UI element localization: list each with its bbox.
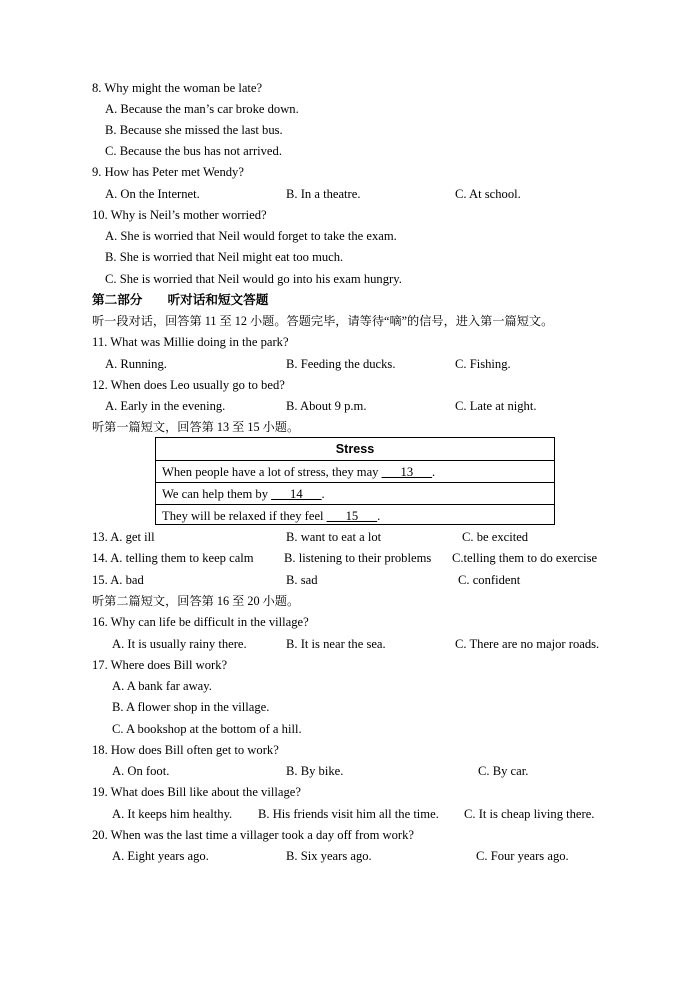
q13-option-b: B. want to eat a lot bbox=[286, 530, 382, 544]
q8-option-c: C. Because the bus has not arrived. bbox=[105, 144, 282, 158]
q9-option-a: A. On the Internet. bbox=[105, 187, 200, 201]
q18-option-b: B. By bike. bbox=[286, 764, 344, 778]
q19-option-b: B. His friends visit him all the time. bbox=[258, 807, 439, 821]
q13-option-a: 13. A. get ill bbox=[92, 530, 155, 544]
table-row-1-cell bbox=[162, 464, 435, 480]
q17-stem: 17. Where does Bill work? bbox=[92, 658, 228, 672]
q11-stem: 11. What was Millie doing in the park? bbox=[92, 335, 289, 349]
q20-option-a: A. Eight years ago. bbox=[112, 849, 209, 863]
q8-stem: 8. Why might the woman be late? bbox=[92, 81, 263, 95]
q9-option-c: C. At school. bbox=[455, 187, 521, 201]
row2-end: . bbox=[321, 487, 325, 501]
blank-15: ___15___ bbox=[326, 509, 378, 523]
q12-option-a: A. Early in the evening. bbox=[105, 399, 226, 413]
q12-stem: 12. When does Leo usually go to bed? bbox=[92, 378, 285, 392]
q14-option-b: B. listening to their problems bbox=[284, 551, 432, 565]
q12-option-c: C. Late at night. bbox=[455, 399, 537, 413]
q18-stem: 18. How does Bill often get to work? bbox=[92, 743, 279, 757]
q20-option-b: B. Six years ago. bbox=[286, 849, 372, 863]
q19-stem: 19. What does Bill like about the village? bbox=[92, 785, 301, 799]
q10-option-b: B. She is worried that Neil might eat too much. bbox=[105, 250, 344, 264]
q19-option-c: C. It is cheap living there. bbox=[464, 807, 595, 821]
q11-option-b: B. Feeding the ducks. bbox=[286, 357, 396, 371]
q19-option-a: A. It keeps him healthy. bbox=[112, 807, 233, 821]
q20-option-c: C. Four years ago. bbox=[476, 849, 569, 863]
table-row bbox=[156, 460, 554, 482]
row3-end: . bbox=[377, 509, 381, 523]
blank-13: ___13___ bbox=[381, 465, 432, 479]
q17-option-b: B. A flower shop in the village. bbox=[112, 700, 270, 714]
q15-option-c: C. confident bbox=[458, 573, 521, 587]
q17-option-c: C. A bookshop at the bottom of a hill. bbox=[112, 722, 302, 736]
q12-option-b: B. About 9 p.m. bbox=[286, 399, 367, 413]
row3-text: They will be relaxed if they feel bbox=[162, 509, 327, 523]
q18-option-c: C. By car. bbox=[478, 764, 529, 778]
q16-option-b: B. It is near the sea. bbox=[286, 637, 386, 651]
q9-option-b: B. In a theatre. bbox=[286, 187, 361, 201]
q17-option-a: A. A bank far away. bbox=[112, 679, 212, 693]
table-row bbox=[156, 482, 554, 504]
instruction-11-12: 听一段对话，回答第 11 至 12 小题。答题完毕，请等待“嘀”的信号，进入第一篇短文。 bbox=[92, 314, 554, 328]
row1-text: When people have a lot of stress, they may bbox=[162, 465, 382, 479]
instruction-16-20: 听第二篇短文，回答第 16 至 20 小题。 bbox=[92, 594, 300, 608]
q16-stem: 16. Why can life be difficult in the village? bbox=[92, 615, 309, 629]
q9-stem: 9. How has Peter met Wendy? bbox=[92, 165, 244, 179]
q15-option-b: B. sad bbox=[286, 573, 318, 587]
table-title: Stress bbox=[335, 442, 375, 456]
part2-heading: 第二部分 听对话和短文答题 bbox=[92, 292, 269, 307]
q18-option-a: A. On foot. bbox=[112, 764, 170, 778]
table-header-row bbox=[156, 438, 554, 460]
q8-option-b: B. Because she missed the last bus. bbox=[105, 123, 283, 137]
table-row bbox=[156, 504, 554, 526]
q16-option-c: C. There are no major roads. bbox=[455, 637, 600, 651]
q8-option-a: A. Because the man’s car broke down. bbox=[105, 102, 299, 116]
row2-text: We can help them by bbox=[162, 487, 272, 501]
q11-option-c: C. Fishing. bbox=[455, 357, 511, 371]
q10-stem: 10. Why is Neil’s mother worried? bbox=[92, 208, 267, 222]
q16-option-a: A. It is usually rainy there. bbox=[112, 637, 247, 651]
table-row-3-cell bbox=[162, 508, 380, 524]
instruction-13-15: 听第一篇短文，回答第 13 至 15 小题。 bbox=[92, 420, 300, 434]
q14-option-a: 14. A. telling them to keep calm bbox=[92, 551, 254, 565]
q15-option-a: 15. A. bad bbox=[92, 573, 144, 587]
table-row-2-cell bbox=[162, 486, 325, 502]
row1-end: . bbox=[432, 465, 436, 479]
q20-stem: 20. When was the last time a villager took a day off from work? bbox=[92, 828, 414, 842]
q11-option-a: A. Running. bbox=[105, 357, 167, 371]
q14-option-c: C.telling them to do exercise bbox=[452, 551, 598, 565]
q10-option-a: A. She is worried that Neil would forget to take the exam. bbox=[105, 229, 397, 243]
q13-option-c: C. be excited bbox=[462, 530, 529, 544]
q10-option-c: C. She is worried that Neil would go into his exam hungry. bbox=[105, 272, 402, 286]
stress-table bbox=[155, 437, 555, 525]
blank-14: ___14___ bbox=[271, 487, 322, 501]
